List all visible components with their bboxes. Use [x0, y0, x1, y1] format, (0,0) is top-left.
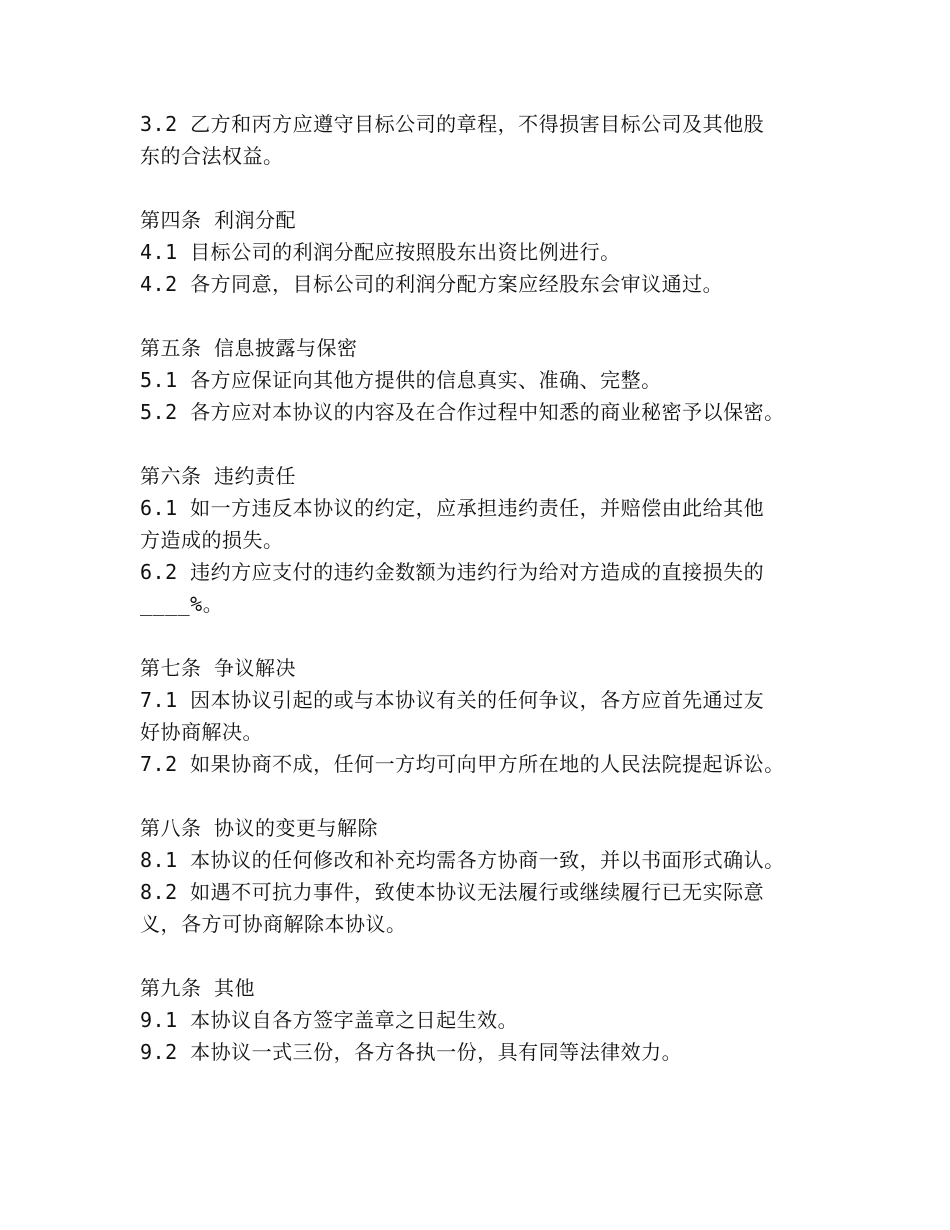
clause-6-2-line-2: ____%。: [140, 592, 224, 616]
clause-9-2: 9.2 本协议一式三份，各方各执一份，具有同等法律效力。: [140, 1040, 683, 1064]
clause-7-1-line-1: 7.1 因本协议引起的或与本协议有关的任何争议，各方应首先通过友: [140, 688, 765, 712]
article-8-heading: 第八条 协议的变更与解除: [140, 816, 379, 840]
clause-6-2-line-1: 6.2 违约方应支付的违约金数额为违约行为给对方造成的直接损失的: [140, 560, 765, 584]
clause-6-1-line-2: 方造成的损失。: [140, 528, 284, 552]
clause-8-2-line-2: 义，各方可协商解除本协议。: [140, 912, 407, 936]
section-article-9: [140, 972, 840, 1068]
article-9-heading: 第九条 其他: [140, 976, 256, 1000]
clause-7-1-line-2: 好协商解决。: [140, 720, 263, 744]
article-6-heading: 第六条 违约责任: [140, 464, 297, 488]
section-gap: [140, 620, 840, 652]
clause-5-1: 5.1 各方应保证向其他方提供的信息真实、准确、完整。: [140, 368, 662, 392]
clause-6-1-line-1: 6.1 如一方违反本协议的约定，应承担违约责任，并赔偿由此给其他: [140, 496, 765, 520]
clause-7-2: 7.2 如果协商不成，任何一方均可向甲方所在地的人民法院提起诉讼。: [140, 752, 785, 776]
article-7-heading: 第七条 争议解决: [140, 656, 297, 680]
section-gap: [140, 300, 840, 332]
clause-5-2: 5.2 各方应对本协议的内容及在合作过程中知悉的商业秘密予以保密。: [140, 400, 785, 424]
clause-4-2: 4.2 各方同意，目标公司的利润分配方案应经股东会审议通过。: [140, 272, 724, 296]
section-article-4: [140, 204, 840, 300]
article-4-heading: 第四条 利润分配: [140, 208, 297, 232]
document-body: [140, 108, 840, 1068]
clause-8-1: 8.1 本协议的任何修改和补充均需各方协商一致，并以书面形式确认。: [140, 848, 785, 872]
clause-8-2-line-1: 8.2 如遇不可抗力事件，致使本协议无法履行或继续履行已无实际意: [140, 880, 765, 904]
clause-9-1: 9.1 本协议自各方签字盖章之日起生效。: [140, 1008, 519, 1032]
section-article-6: [140, 460, 840, 620]
section-article-5: [140, 332, 840, 428]
section-3-continuation: [140, 108, 840, 172]
section-gap: [140, 172, 840, 204]
section-article-8: [140, 812, 840, 940]
section-article-7: [140, 652, 840, 780]
section-gap: [140, 428, 840, 460]
section-gap: [140, 940, 840, 972]
clause-4-1: 4.1 目标公司的利润分配应按照股东出资比例进行。: [140, 240, 621, 264]
clause-3-2-line-2: 东的合法权益。: [140, 144, 284, 168]
section-gap: [140, 780, 840, 812]
article-5-heading: 第五条 信息披露与保密: [140, 336, 358, 360]
clause-3-2-line-1: 3.2 乙方和丙方应遵守目标公司的章程，不得损害目标公司及其他股: [140, 112, 765, 136]
